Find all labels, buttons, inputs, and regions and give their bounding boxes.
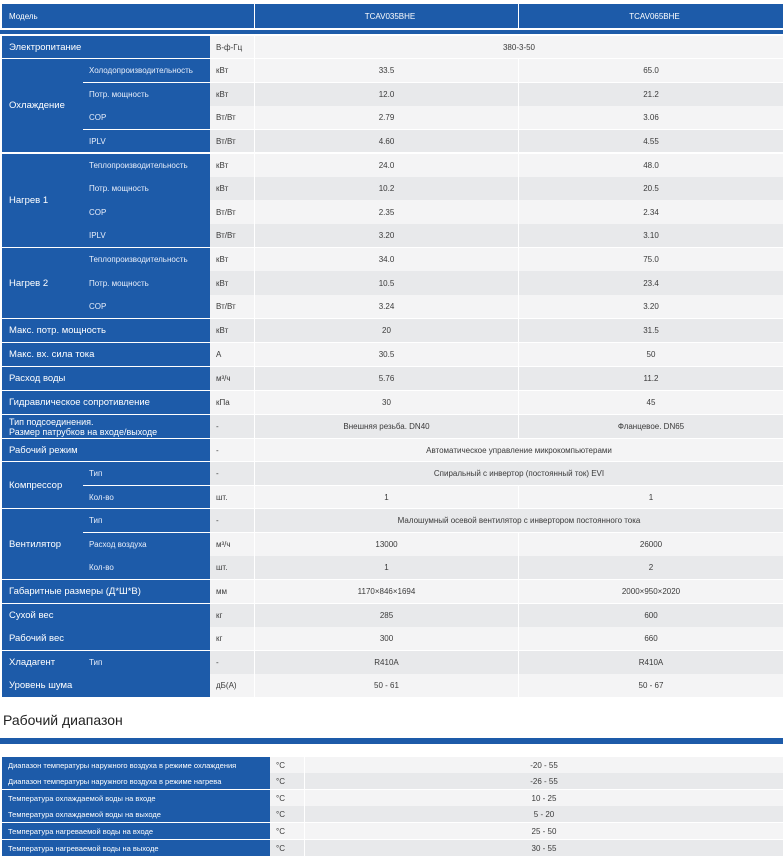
compressor-qty-param: Кол-во	[83, 486, 210, 508]
op-weight-unit: кг	[210, 627, 254, 650]
range-row-label: Диапазон температуры наружного воздуха в режиме охлаждения	[2, 757, 270, 773]
fan-qty-b: 2	[519, 556, 783, 579]
cooling-param: COP	[83, 106, 210, 129]
range-row-unit: °C	[270, 806, 304, 822]
heating1-unit: кВт	[210, 154, 254, 177]
range-row-unit: °C	[270, 840, 304, 856]
fan-type-param: Тип	[83, 509, 210, 532]
heating1-param: COP	[83, 200, 210, 224]
compressor-qty-unit: шт.	[210, 486, 254, 508]
cooling-param: IPLV	[83, 130, 210, 152]
heating2-value-a: 10.5	[255, 271, 518, 295]
noise-unit: дБ(А)	[210, 674, 254, 697]
hydraulic-value-b: 45	[519, 391, 783, 414]
power-unit: В-ф-Гц	[210, 36, 254, 58]
heating1-unit: кВт	[210, 177, 254, 200]
compressor-qty-b: 1	[519, 486, 783, 508]
compressor-type-param: Тип	[83, 462, 210, 485]
refrigerant-label: Хладагент	[2, 651, 83, 674]
cooling-value-b: 4.55	[519, 130, 783, 152]
heating2-value-b: 75.0	[519, 248, 783, 271]
refrigerant-value-b: R410A	[519, 651, 783, 674]
cooling-param: Холодопроизводительность	[83, 59, 210, 82]
heating1-param: Теплопроизводительность	[83, 154, 210, 177]
range-row-unit: °C	[270, 757, 304, 773]
fan-type-value: Малошумный осевой вентилятор с инвертором постоянного тока	[255, 509, 783, 532]
heating2-value-a: 3.24	[255, 295, 518, 318]
water-flow-label: Расход воды	[2, 367, 210, 390]
noise-value-a: 50 - 61	[255, 674, 518, 697]
heating2-label: Нагрев 2	[2, 248, 83, 318]
water-flow-value-b: 11.2	[519, 367, 783, 390]
range-section-title: Рабочий диапазон	[3, 712, 123, 728]
fan-air-b: 26000	[519, 533, 783, 556]
fan-air-a: 13000	[255, 533, 518, 556]
cooling-value-a: 2.79	[255, 106, 518, 129]
range-title-bar	[0, 738, 783, 744]
fan-type-unit: -	[210, 509, 254, 532]
compressor-qty-a: 1	[255, 486, 518, 508]
heating2-unit: Вт/Вт	[210, 295, 254, 318]
header-underline	[0, 30, 783, 34]
dimensions-value-a: 1170×846×1694	[255, 580, 518, 603]
cooling-unit: Вт/Вт	[210, 130, 254, 152]
power-label: Электропитание	[2, 36, 210, 58]
range-row-value: 25 - 50	[305, 823, 783, 839]
refrigerant-unit: -	[210, 651, 254, 674]
heating1-value-a: 10.2	[255, 177, 518, 200]
op-weight-value-b: 660	[519, 627, 783, 650]
max-current-label: Макс. вх. сила тока	[2, 343, 210, 366]
mode-label: Рабочий режим	[2, 439, 210, 461]
cooling-value-a: 12.0	[255, 83, 518, 106]
heating1-unit: Вт/Вт	[210, 200, 254, 224]
range-row-label: Температура охлаждаемой воды на выходе	[2, 806, 270, 822]
heating1-value-a: 3.20	[255, 224, 518, 247]
op-weight-value-a: 300	[255, 627, 518, 650]
range-row-unit: °C	[270, 823, 304, 839]
cooling-param: Потр. мощность	[83, 83, 210, 106]
range-row-value: 5 - 20	[305, 806, 783, 822]
dry-weight-unit: кг	[210, 604, 254, 627]
dry-weight-value-b: 600	[519, 604, 783, 627]
heating1-param: Потр. мощность	[83, 177, 210, 200]
connection-value-a: Внешняя резьба. DN40	[255, 415, 518, 438]
water-flow-value-a: 5.76	[255, 367, 518, 390]
heating1-value-b: 48.0	[519, 154, 783, 177]
fan-qty-a: 1	[255, 556, 518, 579]
heating1-value-b: 2.34	[519, 200, 783, 224]
max-current-value-a: 30.5	[255, 343, 518, 366]
heating1-value-b: 3.10	[519, 224, 783, 247]
mode-unit: -	[210, 439, 254, 461]
range-row-value: -26 - 55	[305, 773, 783, 789]
range-row-label: Температура нагреваемой воды на входе	[2, 823, 270, 839]
dimensions-label: Габаритные размеры (Д*Ш*В)	[2, 580, 210, 603]
heating2-value-b: 23.4	[519, 271, 783, 295]
noise-value-b: 50 - 67	[519, 674, 783, 697]
fan-label: Вентилятор	[2, 509, 83, 579]
heating1-value-a: 2.35	[255, 200, 518, 224]
dry-weight-value-a: 285	[255, 604, 518, 627]
heating1-value-b: 20.5	[519, 177, 783, 200]
cooling-value-a: 4.60	[255, 130, 518, 152]
range-row-unit: °C	[270, 790, 304, 806]
range-row-value: -20 - 55	[305, 757, 783, 773]
heating2-param: Теплопроизводительность	[83, 248, 210, 271]
cooling-label: Охлаждение	[2, 59, 83, 152]
cooling-unit: кВт	[210, 59, 254, 82]
dry-weight-label: Сухой вес	[2, 604, 210, 627]
power-value: 380-3-50	[255, 36, 783, 58]
header-model-a: TCAV035BHE	[255, 4, 518, 28]
cooling-value-b: 3.06	[519, 106, 783, 129]
heating1-value-a: 24.0	[255, 154, 518, 177]
refrigerant-param: Тип	[83, 651, 210, 674]
heating1-label: Нагрев 1	[2, 154, 83, 247]
range-row-label: Диапазон температуры наружного воздуха в режиме нагрева	[2, 773, 270, 789]
range-row-value: 10 - 25	[305, 790, 783, 806]
op-weight-label: Рабочий вес	[2, 627, 210, 650]
hydraulic-label: Гидравлическое сопротивление	[2, 391, 210, 414]
heating2-unit: кВт	[210, 248, 254, 271]
heating1-unit: Вт/Вт	[210, 224, 254, 247]
fan-qty-param: Кол-во	[83, 556, 210, 579]
mode-value: Автоматическое управление микрокомпьютерами	[255, 439, 783, 461]
heating2-param: Потр. мощность	[83, 271, 210, 295]
cooling-unit: Вт/Вт	[210, 106, 254, 129]
max-power-value-b: 31.5	[519, 319, 783, 342]
cooling-value-b: 65.0	[519, 59, 783, 82]
heating2-unit: кВт	[210, 271, 254, 295]
max-power-value-a: 20	[255, 319, 518, 342]
cooling-unit: кВт	[210, 83, 254, 106]
compressor-type-unit: -	[210, 462, 254, 485]
range-row-value: 30 - 55	[305, 840, 783, 856]
connection-label	[2, 415, 210, 438]
fan-qty-unit: шт.	[210, 556, 254, 579]
heating2-value-b: 3.20	[519, 295, 783, 318]
max-power-unit: кВт	[210, 319, 254, 342]
compressor-label: Компрессор	[2, 462, 83, 508]
heating2-param: COP	[83, 295, 210, 318]
noise-label: Уровень шума	[2, 674, 210, 697]
cooling-value-b: 21.2	[519, 83, 783, 106]
compressor-type-value: Спиральный с инвертор (постоянный ток) EVI	[255, 462, 783, 485]
hydraulic-unit: кПа	[210, 391, 254, 414]
water-flow-unit: м³/ч	[210, 367, 254, 390]
range-row-label: Температура охлаждаемой воды на входе	[2, 790, 270, 806]
range-row-unit: °C	[270, 773, 304, 789]
heating1-param: IPLV	[83, 224, 210, 247]
max-current-value-b: 50	[519, 343, 783, 366]
range-row-label: Температура нагреваемой воды на выходе	[2, 840, 270, 856]
connection-label-line1: Тип подсоединения.	[9, 416, 94, 427]
cooling-value-a: 33.5	[255, 59, 518, 82]
connection-unit: -	[210, 415, 254, 438]
max-power-label: Макс. потр. мощность	[2, 319, 210, 342]
refrigerant-value-a: R410A	[255, 651, 518, 674]
dimensions-unit: мм	[210, 580, 254, 603]
header-model-b: TCAV065BHE	[519, 4, 783, 28]
heating2-value-a: 34.0	[255, 248, 518, 271]
header-model-label: Модель	[2, 4, 254, 28]
fan-air-unit: м³/ч	[210, 533, 254, 556]
max-current-unit: А	[210, 343, 254, 366]
connection-value-b: Фланцевое. DN65	[519, 415, 783, 438]
dimensions-value-b: 2000×950×2020	[519, 580, 783, 603]
fan-air-param: Расход воздуха	[83, 533, 210, 556]
hydraulic-value-a: 30	[255, 391, 518, 414]
connection-label-line2: Размер патрубков на входе/выходе	[9, 426, 158, 437]
